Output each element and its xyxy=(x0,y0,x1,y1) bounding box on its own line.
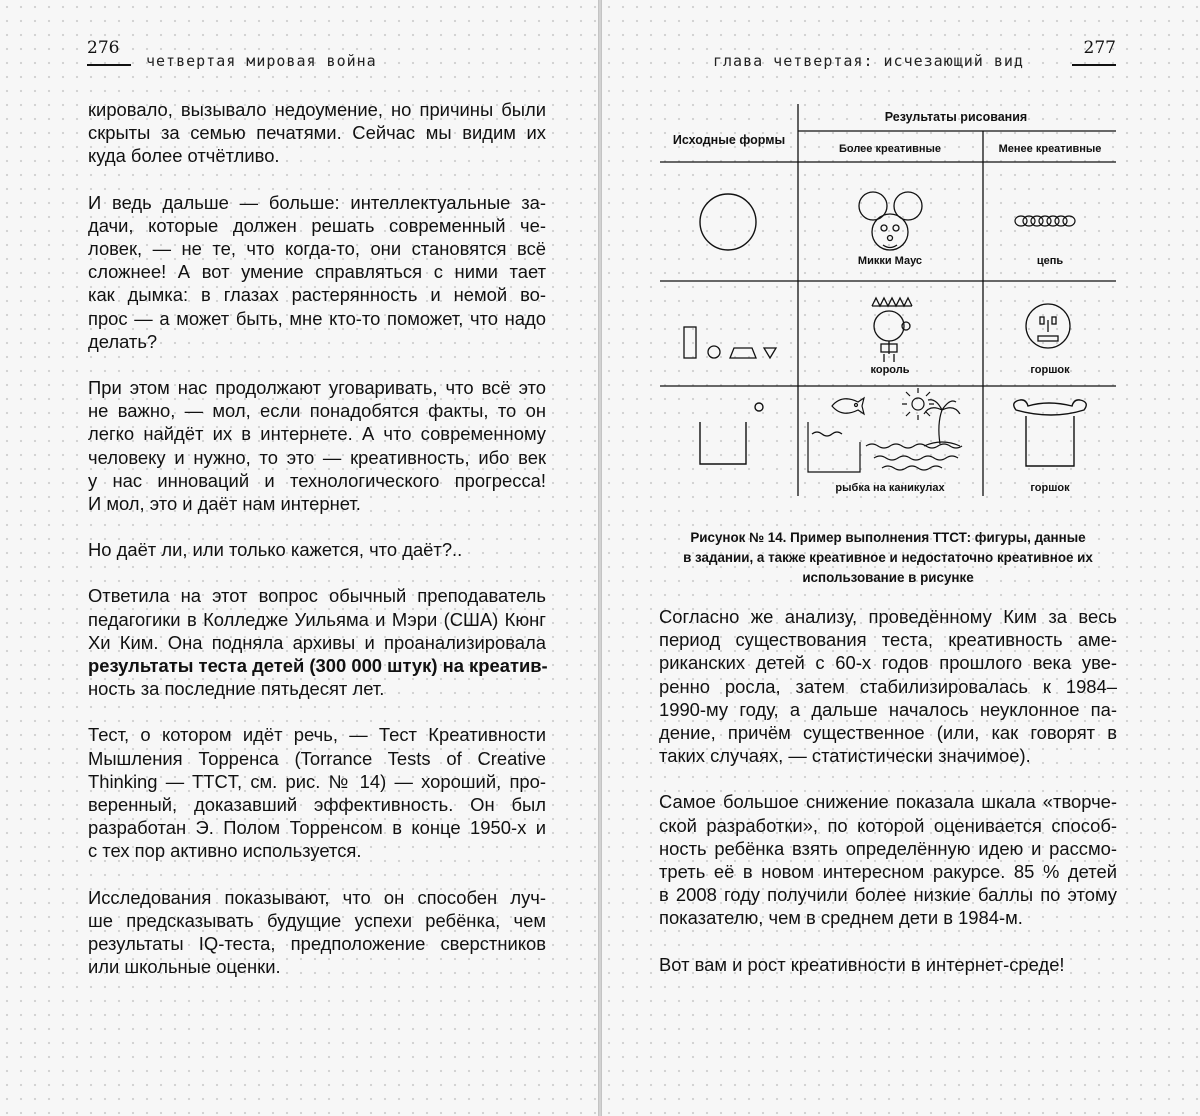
drawing-label: цепь xyxy=(1036,255,1064,267)
paragraph xyxy=(88,191,546,353)
text-line: дачи, которые должен решать современный че- xyxy=(88,214,546,236)
text-line: Мышления Торренса (Torrance Tests of Creative xyxy=(88,747,546,769)
paragraph xyxy=(659,790,1117,929)
text-line: прос — а может быть, мне кто-то поможет, что надо xyxy=(88,307,546,329)
body-text xyxy=(88,98,546,1002)
text-line: период существования теста, креативность аме- xyxy=(659,629,1117,651)
text-line: в 2008 году получили более низкие баллы по этому xyxy=(659,884,1117,906)
fish-vacation-drawing-icon xyxy=(808,388,962,472)
figure-ttct-table xyxy=(660,104,1120,504)
text-line: Согласно же анализу, проведённому Ким за весь xyxy=(659,606,1117,627)
source-shapes-icon xyxy=(684,327,776,358)
header-less-creative: Менее креативные xyxy=(998,143,1102,155)
text-line: таких случаях, — статистически значимое). xyxy=(659,745,1031,767)
cup-shape-icon xyxy=(700,403,763,464)
text-line: Тест, о котором идёт речь, — Тест Креативности xyxy=(88,724,546,746)
text-line: результаты IQ-теста, предположение сверстников xyxy=(88,933,546,955)
text-line: риканских детей с 60-х годов прошлого века уве- xyxy=(659,652,1117,674)
pot-drawing-icon xyxy=(1014,400,1087,466)
left-page xyxy=(0,0,598,1116)
text-line: не важно, — мол, если понадобятся факты, то он xyxy=(88,400,546,422)
text-line: показателю, чем в среднем дети в 1984-м. xyxy=(659,907,1023,929)
caption-line: в задании, а также креативное и недостаточно креативное их xyxy=(683,550,1093,565)
drawing-label: горшок xyxy=(1030,482,1070,494)
text-line: Thinking — TTCT, см. рис. № 14) — хороший, про- xyxy=(88,770,546,792)
text-line: ренно росла, затем стабилизировалась к 1984– xyxy=(659,675,1117,697)
text-line: ской разработки», по которой оценивается способ- xyxy=(659,814,1117,836)
text-line: ловек, — не те, что когда-то, они становятся всё xyxy=(88,238,546,260)
text-line: И ведь дальше — больше: интеллектуальные за- xyxy=(88,191,546,213)
face-drawing-icon xyxy=(1026,304,1070,348)
drawing-label: король xyxy=(870,364,910,376)
paragraph xyxy=(88,376,546,515)
running-head: глава четвертая: исчезающий вид xyxy=(713,52,1024,70)
figure-caption xyxy=(654,528,1122,588)
header-source-forms: Исходные формы xyxy=(672,133,786,147)
drawing-label: Микки Маус xyxy=(857,255,923,267)
text-line: Самое большое снижение показала шкала «творче- xyxy=(659,791,1117,813)
text-line: веренный, доказавший эффективность. Он был xyxy=(88,794,546,816)
header-results: Результаты рисования xyxy=(884,110,1028,124)
king-drawing-icon xyxy=(872,298,912,362)
caption-line: Рисунок № 14. Пример выполнения ТТСТ: фигуры, данные xyxy=(690,530,1086,545)
text-line: Но даёт ли, или только кажется, что даёт?.. xyxy=(88,539,463,561)
drawing-label: горшок xyxy=(1030,364,1070,376)
text-line: результаты теста детей (300 000 штук) на креатив- xyxy=(88,655,548,677)
text-line: ность за последние пятьдесят лет. xyxy=(88,678,385,700)
paragraph xyxy=(659,953,1117,976)
text-line: Вот вам и рост креативности в интернет-среде! xyxy=(659,953,1065,975)
caption-line: использование в рисунке xyxy=(802,570,974,585)
text-line: с тех пор активно используется. xyxy=(88,840,362,862)
paragraph xyxy=(88,98,546,168)
text-line: Хи Ким. Она подняла архивы и проанализировала xyxy=(88,631,546,653)
text-line: 1990-му году, а дальше началось неуклонное па- xyxy=(659,698,1117,720)
paragraph xyxy=(88,538,546,561)
text-line: делать? xyxy=(88,330,158,352)
text-line: у нас инноваций и технологического прогресса! xyxy=(88,469,546,491)
text-line: ность ребёнка взять определённую идею и рассмо- xyxy=(659,837,1117,859)
right-page xyxy=(602,0,1200,1116)
text-line: ше предсказывать будущие успехи ребёнка, чем xyxy=(88,909,546,931)
chain-drawing-icon xyxy=(1015,216,1075,226)
text-line: педагогики в Колледже Уильяма и Мэри (США) Кюнг xyxy=(88,608,546,630)
circle-shape-icon xyxy=(700,194,756,250)
text-line: Исследования показывают, что он способен луч- xyxy=(88,886,546,908)
paragraph xyxy=(88,886,546,979)
text-line: кировало, вызывало недоумение, но причины были xyxy=(88,99,546,120)
text-line: или школьные оценки. xyxy=(88,956,281,978)
text-line: человеку и нужно, то это — креативность, ибо век xyxy=(88,446,546,468)
text-line: как дымка: в глазах растерянность и немой во- xyxy=(88,284,546,306)
text-line: скрыты за семью печатями. Сейчас мы видим их xyxy=(88,122,546,144)
text-line: сложнее! А вот умение справляться с ними тает xyxy=(88,261,546,283)
text-line: При этом нас продолжают уговаривать, что всё это xyxy=(88,377,546,399)
paragraph xyxy=(659,605,1117,767)
text-line: Ответила на этот вопрос обычный преподаватель xyxy=(88,585,546,607)
ttct-figure-svg xyxy=(660,104,1120,504)
mickey-mouse-drawing-icon xyxy=(859,192,922,250)
running-head: четвертая мировая война xyxy=(146,52,377,70)
paragraph xyxy=(88,723,546,862)
text-line: легко найдёт их в интернете. А что современному xyxy=(88,423,546,445)
text-line: куда более отчётливо. xyxy=(88,145,280,167)
body-text xyxy=(659,605,1117,999)
text-line: И мол, это и даёт нам интернет. xyxy=(88,493,361,515)
text-line: дение, причём существенное (или, как говорят в xyxy=(659,722,1117,744)
page-number: 276 xyxy=(87,38,131,66)
text-line: треть её в новом интересном ракурсе. 85 % детей xyxy=(659,861,1117,883)
drawing-label: рыбка на каникулах xyxy=(835,482,945,494)
header-more-creative: Более креативные xyxy=(838,143,942,155)
page-number: 277 xyxy=(1072,38,1116,66)
text-line: разработан Э. Полом Торренсом в конце 1950-х и xyxy=(88,817,546,839)
paragraph xyxy=(88,584,546,700)
